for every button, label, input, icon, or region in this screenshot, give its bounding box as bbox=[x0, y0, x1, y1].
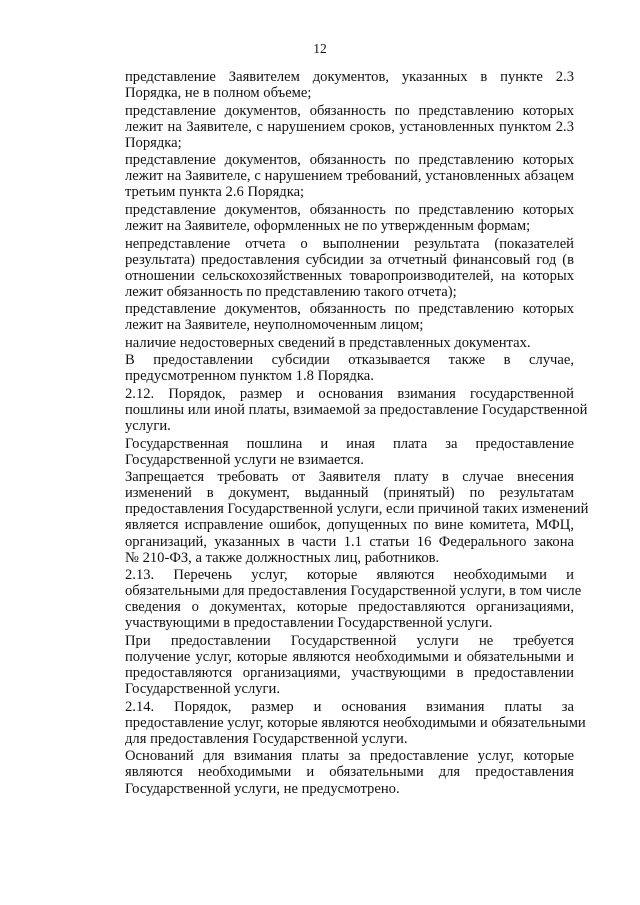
paragraph bbox=[87, 633, 574, 697]
text-line: предусмотренном пунктом 1.8 Порядка. bbox=[125, 368, 374, 385]
text-line: 2.12. Порядок, размер и основания взимания государственной bbox=[125, 385, 574, 402]
text-line: наличие недостоверных сведений в представленных документах. bbox=[125, 334, 531, 351]
text-line: Порядка, не в полном объеме; bbox=[125, 85, 312, 102]
paragraph bbox=[87, 698, 586, 747]
text-line: лежит на Заявителе, оформленных не по утвержденным формам; bbox=[125, 218, 531, 235]
page-number: 12 bbox=[313, 41, 327, 56]
text-line: для предоставления Государственной услуги. bbox=[125, 730, 408, 747]
text-line: непредставление отчета о выполнении результата (показателей bbox=[125, 235, 574, 252]
paragraph bbox=[87, 152, 574, 200]
text-line: представление Заявителем документов, указанных в пункте 2.3 bbox=[125, 69, 574, 85]
body-text bbox=[87, 69, 589, 798]
text-line: Порядка; bbox=[125, 134, 182, 151]
text-line: предоставляются организациями, участвующими в предоставлении bbox=[125, 665, 574, 682]
text-line: участвующими в предоставлении Государственной услуги. bbox=[125, 615, 493, 632]
paragraph bbox=[87, 103, 574, 151]
text-line: предоставление услуг, которые являются необходимыми и обязательными bbox=[125, 714, 586, 731]
text-line: обязательными для предоставления Государственной услуги, в том числе bbox=[125, 583, 582, 600]
paragraph bbox=[87, 436, 574, 468]
paragraph bbox=[87, 202, 574, 234]
paragraph bbox=[87, 352, 574, 384]
text-line: изменений в документ, выданный (принятый) по результатам bbox=[125, 485, 574, 502]
text-line: пошлины или иной платы, взимаемой за предоставление Государственной bbox=[125, 402, 588, 418]
text-line: сведения о документах, которые предоставляются организациями, bbox=[125, 599, 574, 616]
paragraph bbox=[87, 335, 574, 351]
paragraph bbox=[87, 567, 582, 632]
text-line: результата) предоставления субсидии за отчетный финансовый год (в bbox=[125, 251, 574, 268]
text-line: При предоставлении Государственной услуги не требуется bbox=[125, 632, 574, 649]
text-line: 2.14. Порядок, размер и основания взимания платы за bbox=[125, 698, 574, 715]
text-line: Оснований для взимания платы за предоставление услуг, которые bbox=[125, 748, 574, 765]
text-line: услуги. bbox=[125, 418, 171, 435]
text-line: представление документов, обязанность по представлению которых bbox=[125, 152, 574, 169]
text-line: организаций, указанных в части 1.1 статьи 16 Федерального закона bbox=[125, 533, 574, 550]
text-line: лежит на Заявителе, с нарушением требований, установленных абзацем bbox=[125, 168, 574, 185]
text-line: представление документов, обязанность по представлению которых bbox=[125, 201, 574, 218]
text-line: Государственной услуги не взимается. bbox=[125, 451, 364, 468]
paragraph bbox=[87, 385, 588, 435]
text-line: Государственной услуги, не предусмотрено. bbox=[125, 780, 400, 797]
text-line: Государственная пошлина и иная плата за предоставление bbox=[125, 435, 574, 452]
text-line: являются необходимыми и обязательными для предоставления bbox=[125, 764, 574, 781]
text-line: отношении сельскохозяйственных товаропроизводителей, на которых bbox=[125, 267, 574, 284]
paragraph bbox=[87, 69, 574, 101]
paragraph bbox=[87, 469, 589, 566]
text-line: является исправление ошибок, допущенных по вине комитета, МФЦ, bbox=[125, 517, 574, 534]
text-line: получение услуг, которые являются необходимыми и обязательными и bbox=[125, 648, 574, 665]
text-line: лежит на Заявителе, с нарушением сроков, установленных пунктом 2.3 bbox=[125, 118, 574, 135]
text-line: В предоставлении субсидии отказывается также в случае, bbox=[125, 352, 574, 369]
text-line: лежит на Заявителе, неуполномоченным лицом; bbox=[125, 317, 424, 334]
text-line: 2.13. Перечень услуг, которые являются необходимыми и bbox=[125, 567, 574, 584]
text-line: представление документов, обязанность по представлению которых bbox=[125, 301, 574, 318]
text-line: № 210-ФЗ, а также должностных лиц, работников. bbox=[125, 549, 440, 566]
text-line: представление документов, обязанность по представлению которых bbox=[125, 102, 574, 119]
text-line: Государственной услуги. bbox=[125, 681, 280, 698]
text-line: Запрещается требовать от Заявителя плату в случае внесения bbox=[125, 469, 574, 486]
paragraph bbox=[87, 236, 574, 300]
paragraph bbox=[87, 748, 574, 796]
paragraph bbox=[87, 301, 574, 333]
text-line: предоставления Государственной услуги, если причиной таких изменений bbox=[125, 501, 589, 518]
text-line: третьим пункта 2.6 Порядка; bbox=[125, 184, 305, 201]
text-line: лежит обязанность по представлению такого отчета); bbox=[125, 283, 457, 300]
